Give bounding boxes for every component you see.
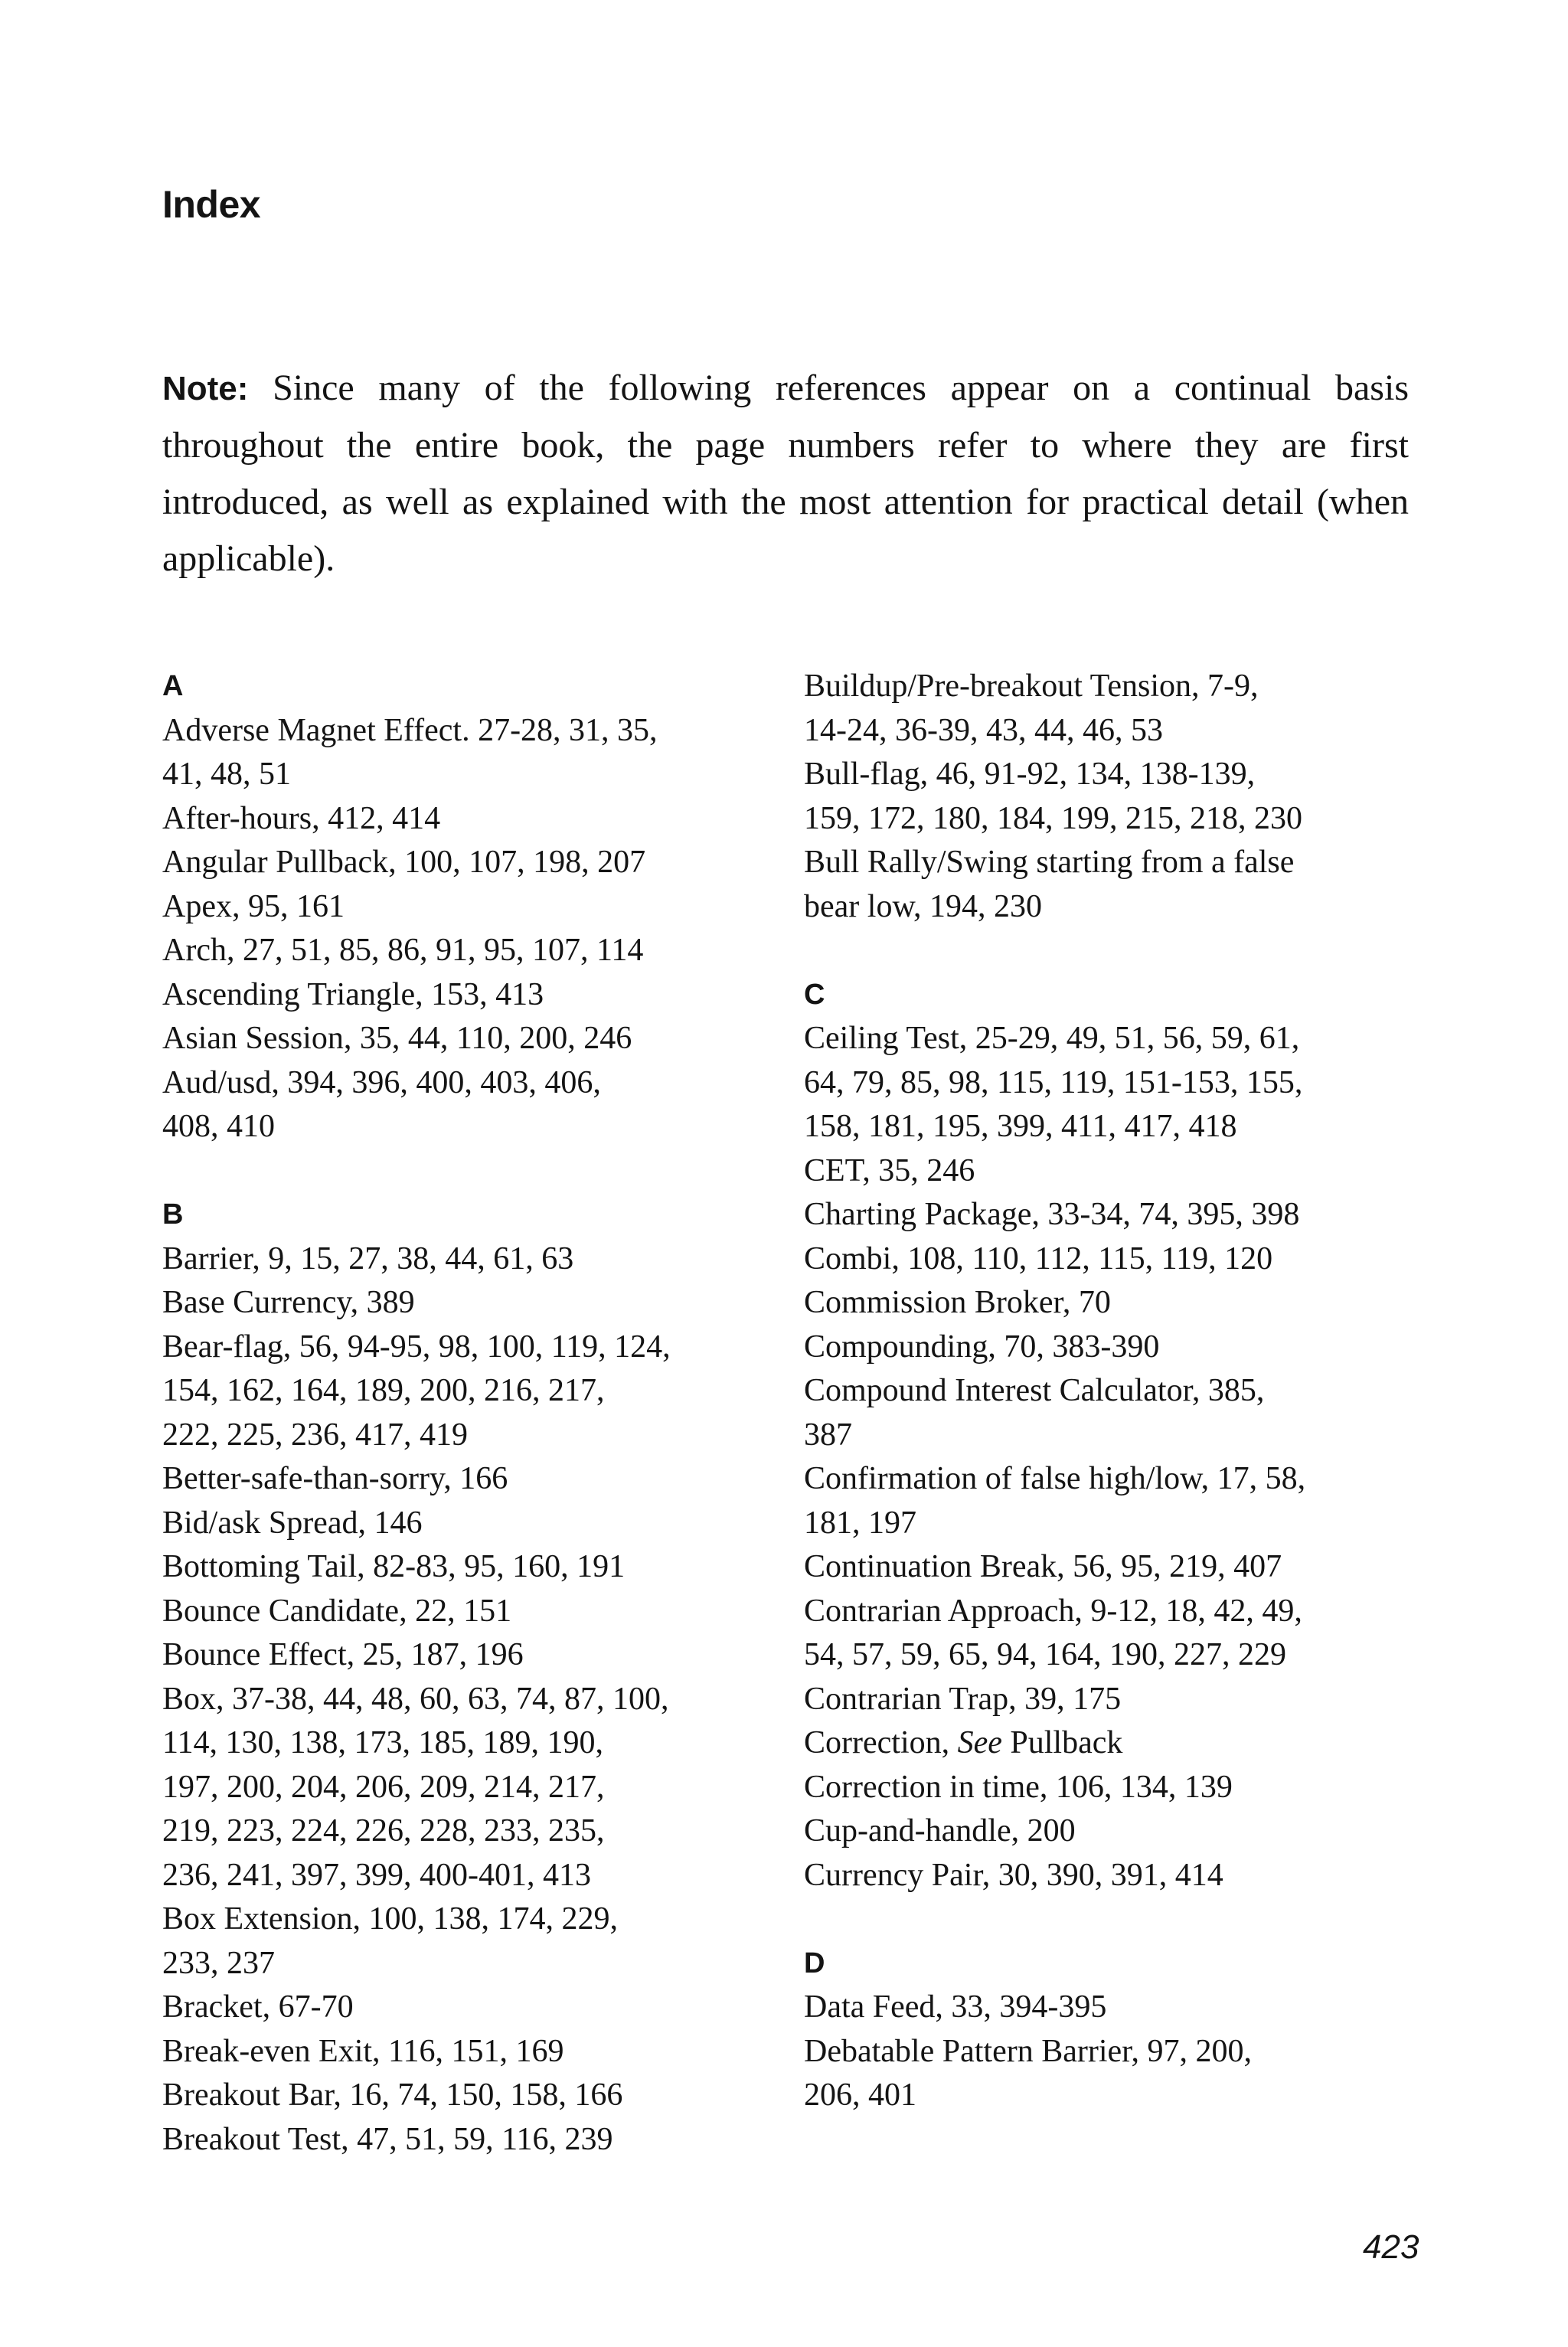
index-entry-line: 154, 162, 164, 189, 200, 216, 217, [162, 1373, 605, 1408]
index-entry [804, 1457, 1432, 1545]
index-entry [162, 1237, 790, 1282]
index-entry [804, 1721, 1432, 1766]
index-entry-line: Adverse Magnet Effect. 27-28, 31, 35, [162, 712, 658, 748]
index-entry-line: Correction in time, 106, 134, 139 [804, 1769, 1233, 1805]
index-entry-line: Ceiling Test, 25-29, 49, 51, 56, 59, 61, [804, 1021, 1300, 1056]
index-entry-line: 219, 223, 224, 226, 228, 233, 235, [162, 1813, 605, 1849]
index-entry-line: Cup-and-handle, 200 [804, 1813, 1076, 1849]
index-entry-line: 408, 410 [162, 1109, 275, 1144]
index-entry-line: 233, 237 [162, 1945, 275, 1981]
index-entry [804, 665, 1432, 753]
index-entry [804, 1678, 1432, 1722]
index-entry-line: Angular Pullback, 100, 107, 198, 207 [162, 845, 646, 880]
index-entry-line: 222, 225, 236, 417, 419 [162, 1417, 468, 1453]
index-entry [804, 841, 1432, 929]
index-entry-line: Arch, 27, 51, 85, 86, 91, 95, 107, 114 [162, 933, 644, 968]
index-entry [162, 1898, 790, 1986]
index-entry-line: bear low, 194, 230 [804, 888, 1043, 924]
index-entry-line: 54, 57, 59, 65, 94, 164, 190, 227, 229 [804, 1637, 1286, 1672]
page-number: 423 [1363, 2228, 1419, 2266]
index-entry-line: Bottoming Tail, 82-83, 95, 160, 191 [162, 1549, 626, 1584]
index-entry [804, 2030, 1432, 2118]
index-entry-line: CET, 35, 246 [804, 1152, 975, 1188]
index-entry [804, 1193, 1432, 1237]
section-letter: B [162, 1198, 184, 1231]
index-entry-line: Compound Interest Calculator, 385, [804, 1373, 1265, 1408]
index-entry [162, 1590, 790, 1634]
index-entry [804, 1325, 1432, 1370]
section-letter: D [804, 1947, 825, 1979]
index-column-right [804, 665, 1432, 2118]
index-entry [162, 797, 790, 842]
index-entry-line: 159, 172, 180, 184, 199, 215, 218, 230 [804, 800, 1302, 836]
index-entry [804, 1809, 1432, 1854]
index-entry-line: 387 [804, 1417, 852, 1453]
index-entry-line: After-hours, 412, 414 [162, 800, 441, 836]
index-entry [804, 1149, 1432, 1194]
index-entry-line: 181, 197 [804, 1505, 916, 1541]
index-entry-line: Breakout Bar, 16, 74, 150, 158, 166 [162, 2077, 623, 2113]
index-entry-line: Contrarian Trap, 39, 175 [804, 1681, 1122, 1717]
index-entry-line: Charting Package, 33-34, 74, 395, 398 [804, 1197, 1300, 1232]
index-entry-line: Bracket, 67-70 [162, 1989, 354, 2025]
index-entry [162, 1281, 790, 1325]
index-entry [804, 1545, 1432, 1590]
index-note [162, 360, 1409, 587]
index-entry [162, 2118, 790, 2162]
index-section-b [162, 1193, 790, 2162]
index-entry [162, 1986, 790, 2030]
page-title: Index [162, 183, 261, 226]
index-entry-line: 114, 130, 138, 173, 185, 189, 190, [162, 1725, 603, 1760]
index-section-continued [804, 665, 1432, 929]
index-entry-line: Combi, 108, 110, 112, 115, 119, 120 [804, 1241, 1273, 1276]
index-entry [162, 1502, 790, 1546]
index-entry-line: Bounce Candidate, 22, 151 [162, 1593, 512, 1629]
index-entry [804, 1766, 1432, 1810]
section-letter: C [804, 978, 825, 1011]
index-entry [804, 1017, 1432, 1149]
index-entry [162, 929, 790, 973]
index-entry-line: Compounding, 70, 383-390 [804, 1329, 1160, 1365]
index-entry-line: 197, 200, 204, 206, 209, 214, 217, [162, 1769, 605, 1805]
index-entry-line: Bounce Effect, 25, 187, 196 [162, 1637, 524, 1672]
index-entry-line: Box, 37-38, 44, 48, 60, 63, 74, 87, 100, [162, 1681, 669, 1717]
index-entry-line: Bull-flag, 46, 91-92, 134, 138-139, [804, 757, 1256, 792]
index-entry [804, 1854, 1432, 1898]
index-entry-line: Correction, See Pullback [804, 1725, 1123, 1760]
index-entry-line: 41, 48, 51 [162, 757, 291, 792]
index-entry-line: Better-safe-than-sorry, 166 [162, 1461, 508, 1496]
index-entry [162, 1633, 790, 1678]
index-entry [162, 1545, 790, 1590]
index-entry [162, 1678, 790, 1898]
note-text: Since many of the following references appear on a continual basis throughout the entire book, the page numbers refer to where they are first introduced, as well as explained with the most attention for practical detail (when applicable). [162, 368, 1409, 579]
index-entry-line: Aud/usd, 394, 396, 400, 403, 406, [162, 1064, 601, 1100]
index-entry [162, 841, 790, 885]
index-entry-line: Contrarian Approach, 9-12, 18, 42, 49, [804, 1593, 1302, 1629]
index-column-left [162, 665, 790, 2162]
index-entry-line: Data Feed, 33, 394-395 [804, 1989, 1107, 2025]
see-reference: See [957, 1725, 1002, 1760]
index-entry-line: Buildup/Pre-breakout Tension, 7-9, [804, 668, 1259, 704]
index-entry [162, 1457, 790, 1502]
index-entry-line: Confirmation of false high/low, 17, 58, [804, 1461, 1306, 1496]
index-entry-line: Base Currency, 389 [162, 1285, 415, 1320]
index-entry-line: 64, 79, 85, 98, 115, 119, 151-153, 155, [804, 1064, 1303, 1100]
index-entry-line: 158, 181, 195, 399, 411, 417, 418 [804, 1109, 1237, 1144]
index-entry [162, 885, 790, 930]
index-section-c [804, 973, 1432, 1898]
section-letter: A [162, 670, 184, 702]
index-entry-line: Asian Session, 35, 44, 110, 200, 246 [162, 1021, 632, 1056]
index-entry-line: Barrier, 9, 15, 27, 38, 44, 61, 63 [162, 1241, 574, 1276]
index-entry [804, 1590, 1432, 1678]
index-entry-line: Commission Broker, 70 [804, 1285, 1111, 1320]
index-entry-line: Bear-flag, 56, 94-95, 98, 100, 119, 124, [162, 1329, 671, 1365]
index-entry-line: Bull Rally/Swing starting from a false [804, 845, 1295, 880]
index-entry [162, 973, 790, 1018]
index-entry [162, 2030, 790, 2074]
index-entry-line: 206, 401 [804, 2077, 916, 2113]
index-entry-line: Apex, 95, 161 [162, 888, 345, 924]
note-label: Note: [162, 370, 249, 407]
index-entry [804, 1369, 1432, 1457]
index-entry [162, 1017, 790, 1061]
index-entry-line: Currency Pair, 30, 390, 391, 414 [804, 1857, 1223, 1893]
index-entry-line: 14-24, 36-39, 43, 44, 46, 53 [804, 712, 1163, 748]
index-entry [804, 1237, 1432, 1282]
index-entry [162, 2074, 790, 2118]
index-entry-line: Box Extension, 100, 138, 174, 229, [162, 1901, 618, 1937]
index-entry-line: Break-even Exit, 116, 151, 169 [162, 2033, 564, 2069]
index-entry [162, 1325, 790, 1458]
index-section-d [804, 1942, 1432, 2118]
index-entry [804, 753, 1432, 841]
index-entry [804, 1986, 1432, 2030]
index-entry-line: Debatable Pattern Barrier, 97, 200, [804, 2033, 1252, 2069]
index-entry-line: Bid/ask Spread, 146 [162, 1505, 423, 1541]
index-entry-line: Breakout Test, 47, 51, 59, 116, 239 [162, 2121, 613, 2157]
index-section-a [162, 665, 790, 1149]
index-entry [804, 1281, 1432, 1325]
index-entry [162, 709, 790, 797]
index-entry-line: Ascending Triangle, 153, 413 [162, 976, 544, 1012]
index-entry [162, 1061, 790, 1149]
index-entry-line: Continuation Break, 56, 95, 219, 407 [804, 1549, 1282, 1584]
index-entry-line: 236, 241, 397, 399, 400-401, 413 [162, 1857, 591, 1893]
